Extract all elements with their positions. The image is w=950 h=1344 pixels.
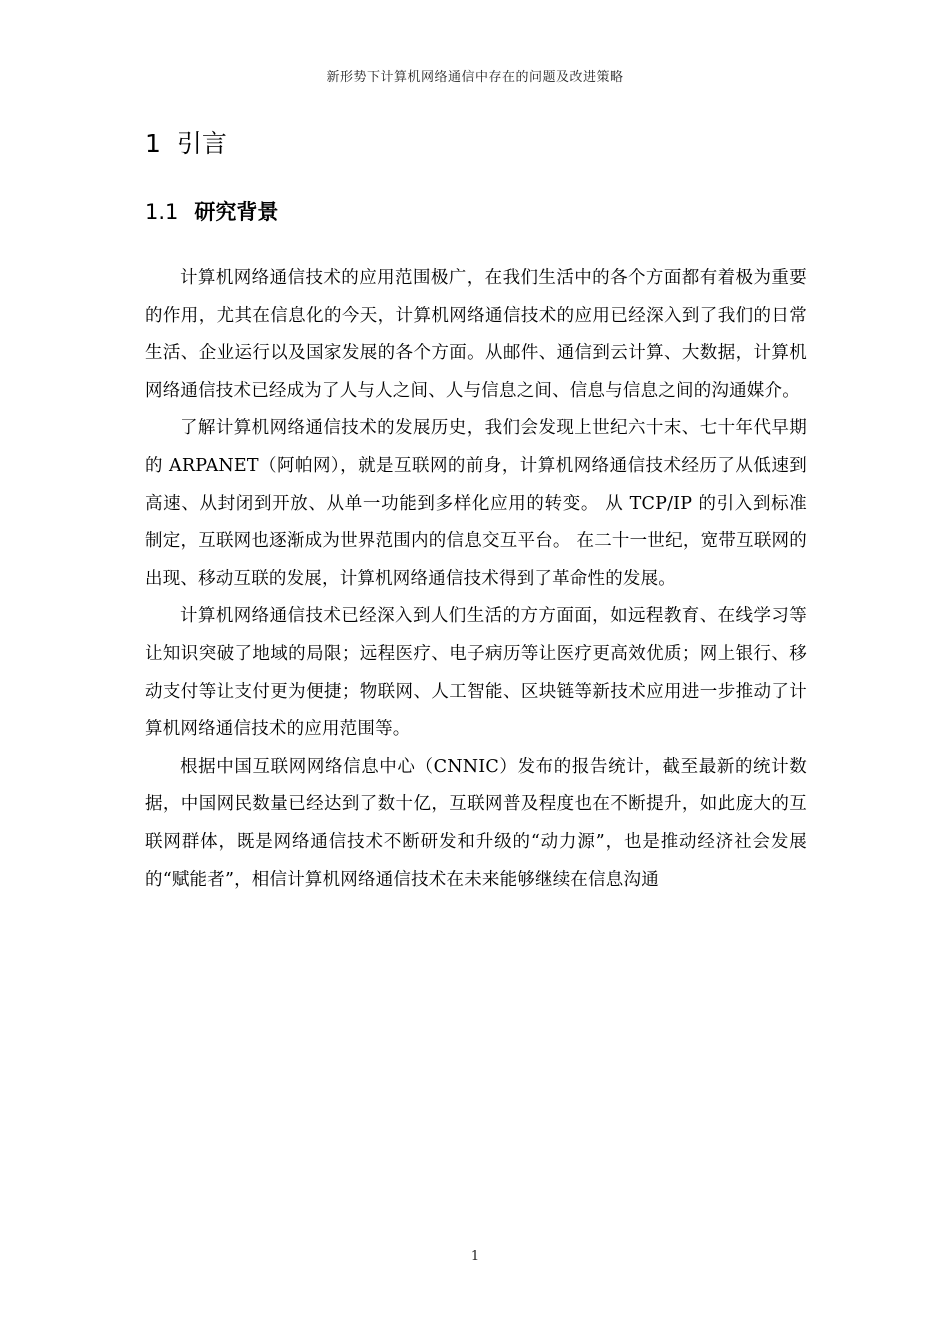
paragraph-1: 计算机网络通信技术的应用范围极广，在我们生活中的各个方面都有着极为重要的作用，尤其在信息化的今天，计算机网络通信技术的应用已经深入到了我们的日常生活、企业运行以及国家发展的各个方面。从邮件、通信到云计算、大数据，计算机网络通信技术已经成为了人与人之间、人与信息之间、信息与信息之间的沟通媒介。: [145, 268, 807, 401]
subsection-heading: [145, 196, 278, 226]
running-header: 新形势下计算机网络通信中存在的问题及改进策略: [326, 70, 624, 85]
body-text: [145, 260, 807, 899]
subsection-number: 1.1: [145, 200, 179, 224]
page-number: 1: [470, 1249, 480, 1264]
section-number: 1: [145, 129, 161, 158]
paragraph-4: 根据中国互联网网络信息中心（CNNIC）发布的报告统计，截至最新的统计数据，中国网民数量已经达到了数十亿，互联网普及程度也在不断提升，如此庞大的互联网群体，既是网络通信技术不断研发和升级的“动力源”，也是推动经济社会发展的“赋能者”，相信计算机网络通信技术在未来能够继续在信息沟通: [145, 756, 807, 890]
section-title: 引言: [176, 129, 227, 158]
subsection-title: 研究背景: [194, 200, 279, 224]
section-heading: [145, 124, 227, 160]
paragraph-2: 了解计算机网络通信技术的发展历史，我们会发现上世纪六十末、七十年代早期的 ARPANET（阿帕网），就是互联网的前身，计算机网络通信技术经历了从低速到高速、从封闭到开放、从单一功能到多样化应用的转变。 从 TCP/IP 的引入到标准制定，互联网也逐渐成为世界范围内的信息交互平台。 在二十一世纪，宽带互联网的出现、移动互联的发展，计算机网络通信技术得到了革命性的发展。: [145, 418, 807, 589]
paragraph-3: 计算机网络通信技术已经深入到人们生活的方方面面，如远程教育、在线学习等让知识突破了地域的局限；远程医疗、电子病历等让医疗更高效优质；网上银行、移动支付等让支付更为便捷；物联网、人工智能、区块链等新技术应用进一步推动了计算机网络通信技术的应用范围等。: [145, 606, 807, 740]
